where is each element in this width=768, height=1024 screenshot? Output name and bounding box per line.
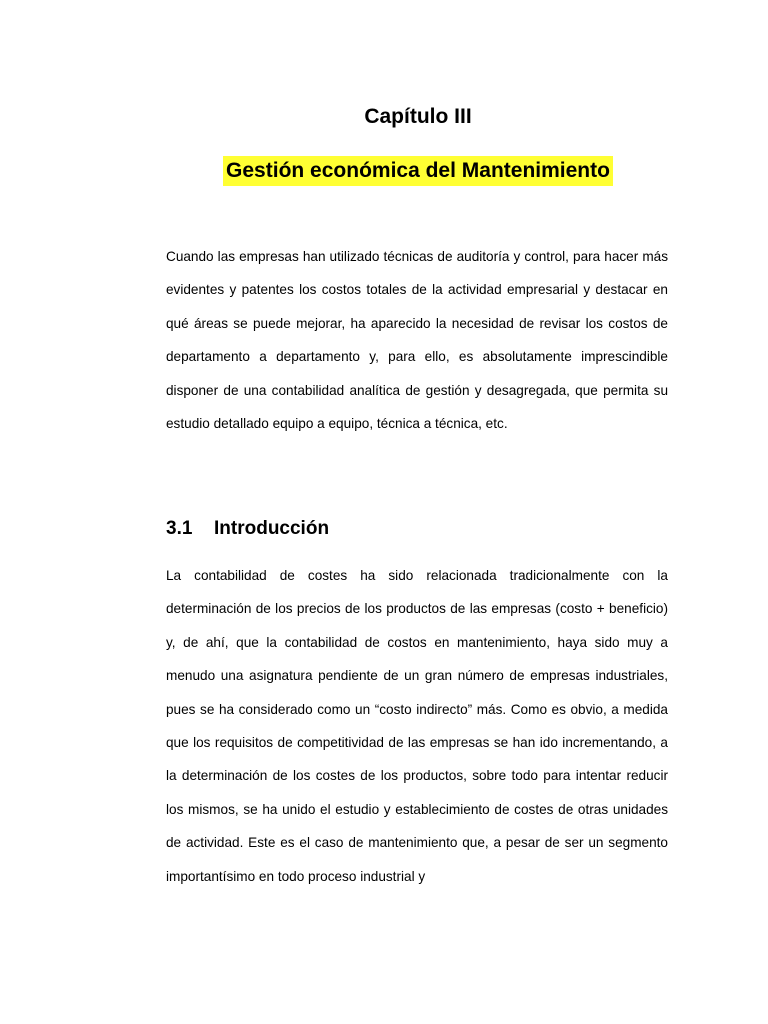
chapter-title-container <box>0 156 768 186</box>
section-paragraph: La contabilidad de costes ha sido relacionada tradicionalmente con la determinación de los precios de los productos de las empresas (costo + beneficio) y, de ahí, que la contabilidad de costos en mantenimiento, haya sido muy a menudo una asignatura pendiente de un gran número de empresas industriales, pues se ha considerado como un “costo indirecto” más. Como es obvio, a medida que los requisitos de competitividad de las empresas se han ido incrementando, a la determinación de los costes de los productos, sobre todo para intentar reducir los mismos, se ha unido el estudio y establecimiento de costes de otras unidades de actividad. Este es el caso de mantenimiento que, a pesar de ser un segmento importantísimo en todo proceso industrial y <box>166 568 668 884</box>
section-title: Introducción <box>214 518 330 539</box>
intro-paragraph: Cuando las empresas han utilizado técnicas de auditoría y control, para hacer más evidentes y patentes los costos totales de la actividad empresarial y destacar en qué áreas se puede mejorar, ha aparecido la necesidad de revisar los costos de departamento a departamento y, para ello, es absolutamente imprescindible disponer de una contabilidad analítica de gestión y desagregada, que permita su estudio detallado equipo a equipo, técnica a técnica, etc. <box>166 249 668 432</box>
chapter-label: Capítulo III <box>364 105 472 128</box>
section-heading <box>166 516 329 542</box>
section-number: 3.1 <box>166 518 193 539</box>
chapter-title: Gestión económica del Mantenimiento <box>223 156 613 186</box>
